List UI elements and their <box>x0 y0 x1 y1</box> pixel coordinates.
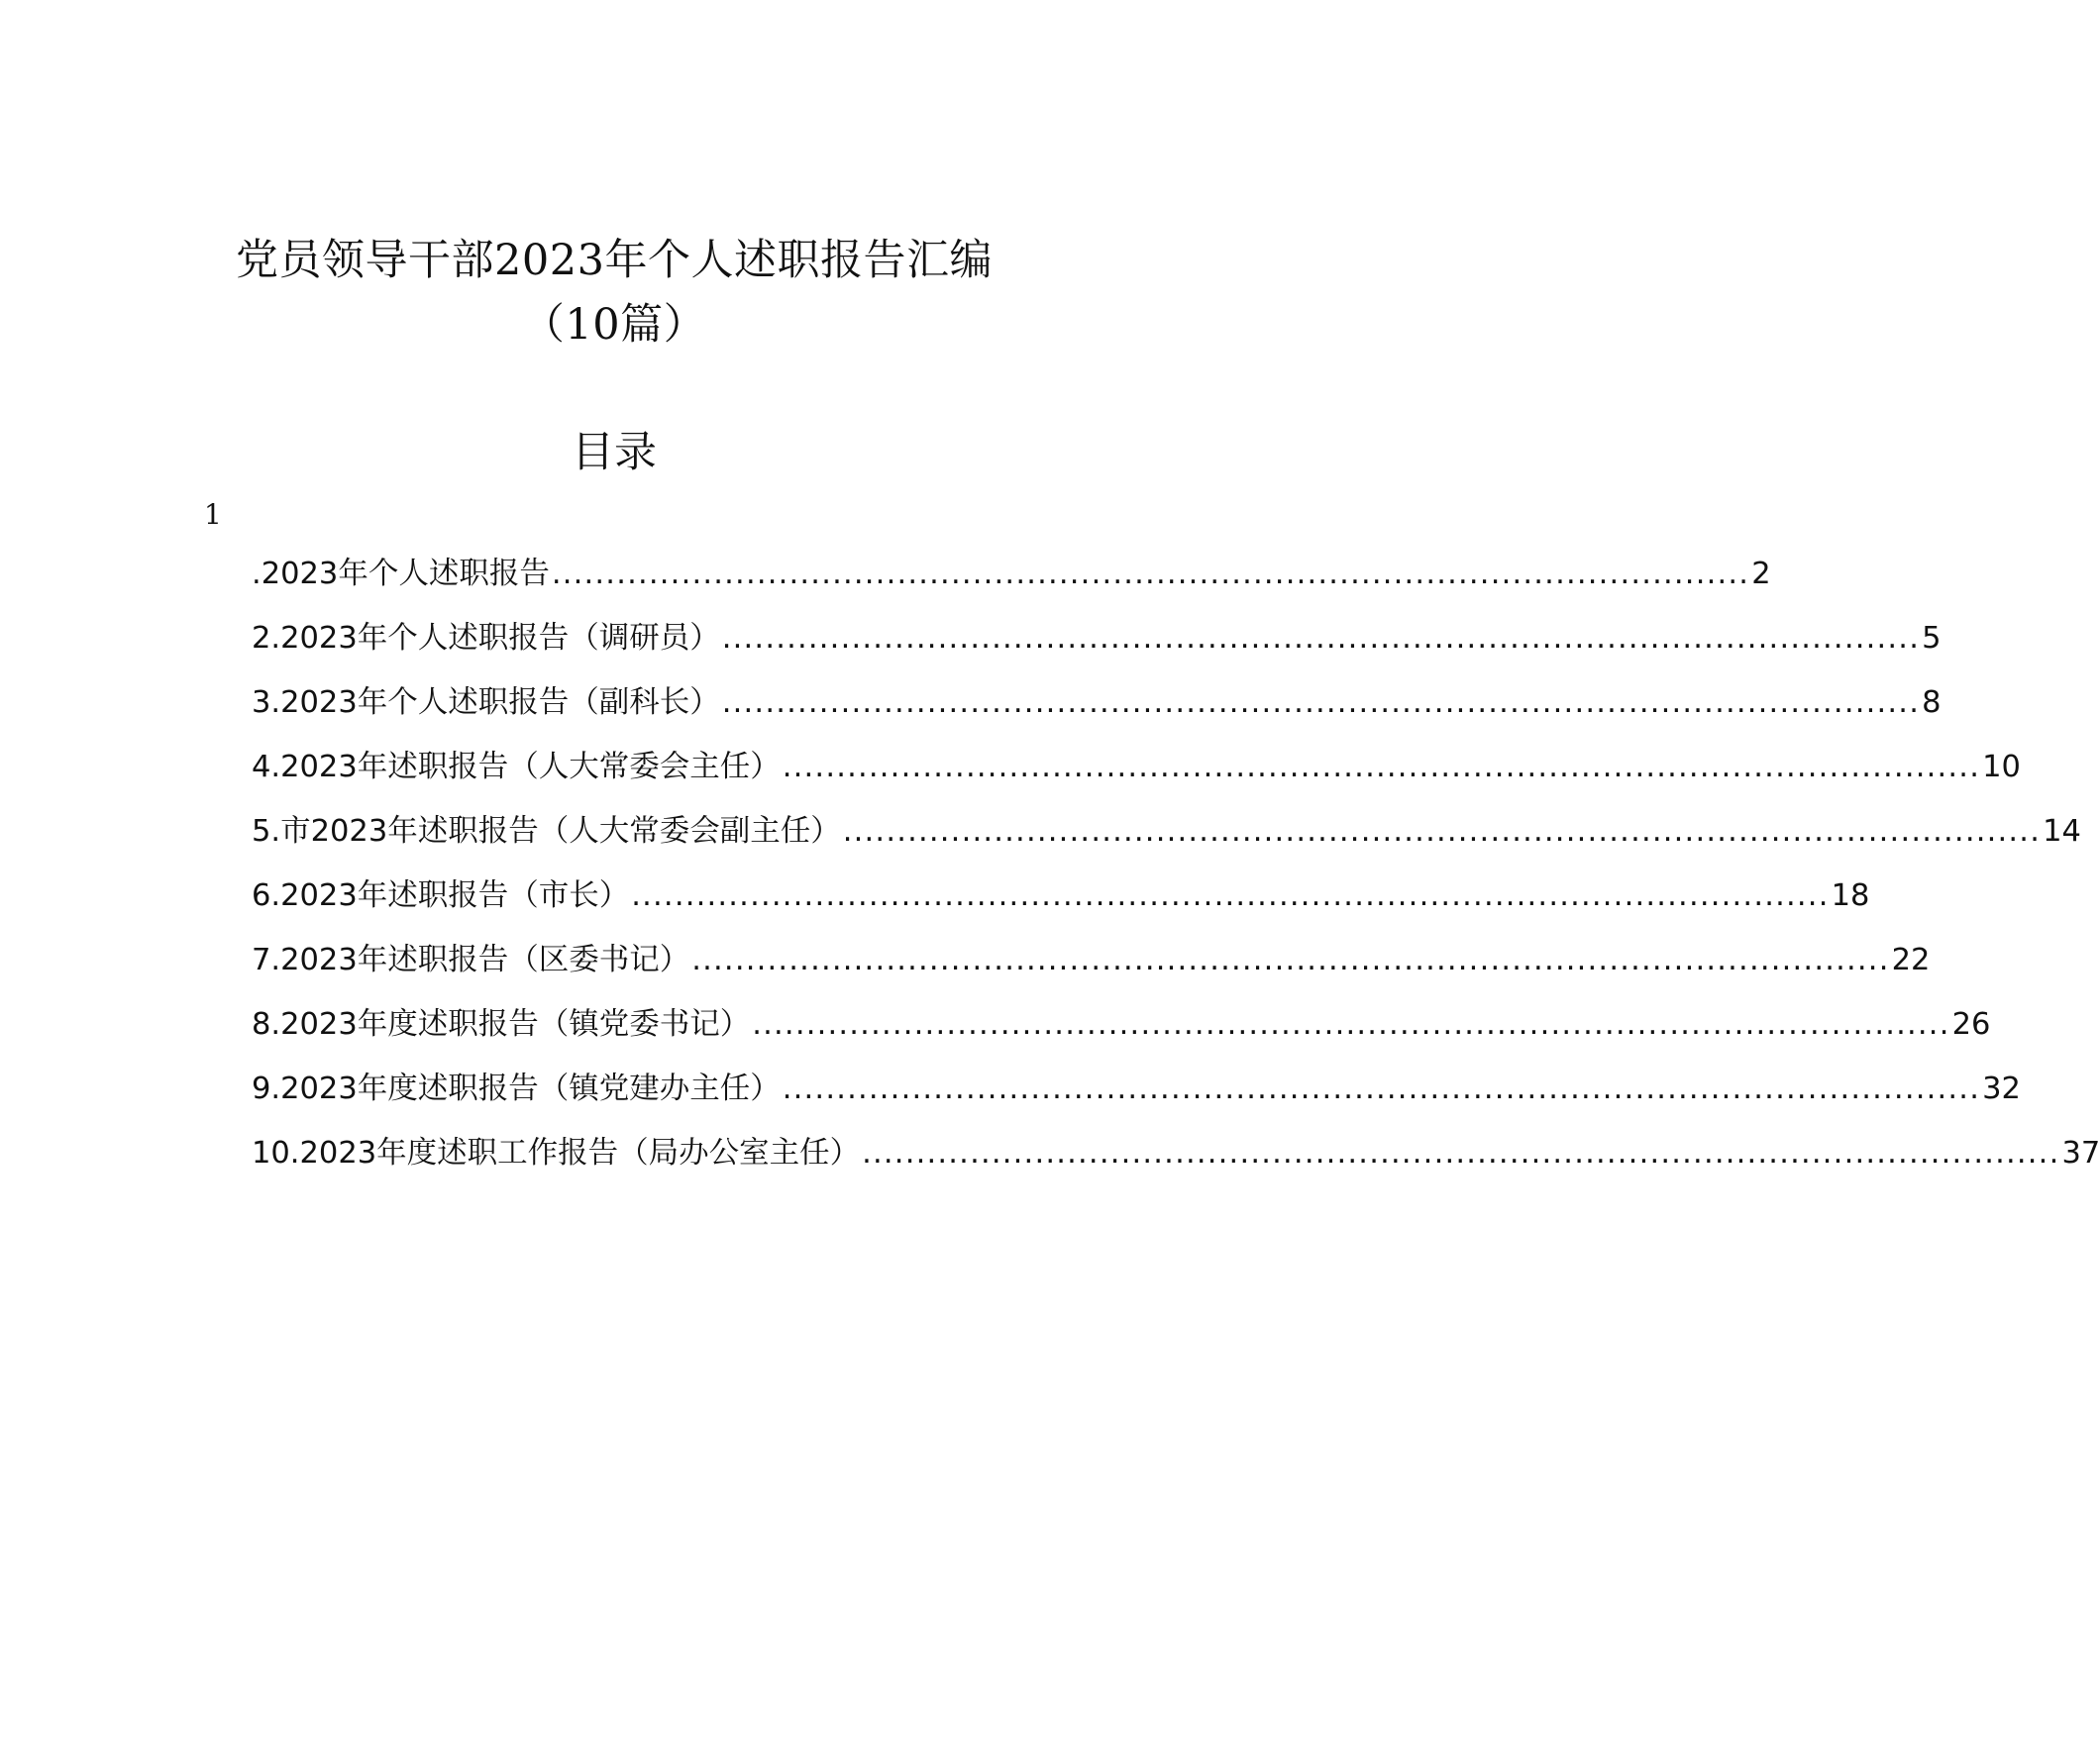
toc-entry[interactable] <box>252 941 1931 1005</box>
toc-entry[interactable] <box>252 812 2081 876</box>
toc-entry-label: 2.2023年个人述职报告（调研员） <box>252 621 720 656</box>
toc-entry[interactable] <box>252 876 1870 941</box>
toc-dot-leader: ............................................................................................................... <box>862 1136 2060 1171</box>
toc-entry[interactable] <box>252 1070 2021 1134</box>
toc-entry-page: 32 <box>1982 1072 2021 1106</box>
toc-entry-page: 8 <box>1922 685 1942 720</box>
subtitle-word: 篇 <box>620 300 664 350</box>
table-of-contents <box>252 555 2100 1198</box>
toc-entry-label: 8.2023年度述职报告（镇党委书记） <box>252 1007 751 1042</box>
toc-entry-label: 7.2023年述职报告（区委书记） <box>252 943 690 977</box>
toc-dot-leader: ............................................................................................................... <box>691 943 1890 977</box>
toc-dot-leader: ............................................................................................................... <box>721 621 1921 656</box>
toc-entry-page: 10 <box>1982 750 2021 784</box>
document-subtitle <box>0 295 1228 355</box>
toc-entry-label: 10.2023年度述职工作报告（局办公室主任） <box>252 1136 861 1171</box>
title-prefix: 党员领导干部 <box>236 236 495 285</box>
toc-entry-page: 22 <box>1891 943 1931 977</box>
toc-entry-label: 4.2023年述职报告（人大常委会主任） <box>252 750 781 784</box>
title-year: 2023 <box>494 236 605 285</box>
subtitle-open-paren: （ <box>521 300 566 350</box>
title-suffix: 年个人述职报告汇编 <box>604 236 993 285</box>
toc-entry-page: 2 <box>1751 557 1771 591</box>
toc-entry[interactable] <box>252 683 1942 748</box>
toc-entry[interactable] <box>252 555 1771 619</box>
toc-entry-page: 37 <box>2061 1136 2100 1171</box>
toc-dot-leader: ............................................................................................................... <box>842 814 2042 849</box>
toc-dot-leader: ............................................................................................................... <box>782 750 1981 784</box>
toc-entry[interactable] <box>252 748 2021 812</box>
subtitle-count: 10 <box>565 300 621 350</box>
stray-list-number: 1 <box>204 498 222 531</box>
toc-entry[interactable] <box>252 1134 2100 1198</box>
toc-dot-leader: ............................................................................................................... <box>752 1007 1950 1042</box>
subtitle-close-paren: ） <box>663 300 707 350</box>
toc-entry-page: 14 <box>2043 814 2081 849</box>
toc-entry-label: 3.2023年个人述职报告（副科长） <box>252 685 720 720</box>
toc-entry-page: 26 <box>1951 1007 1991 1042</box>
toc-heading: 目录 <box>572 428 657 477</box>
toc-entry-label: .2023年个人述职报告 <box>252 557 550 591</box>
toc-dot-leader: ............................................................................................................... <box>631 878 1830 913</box>
toc-entry[interactable] <box>252 619 1942 683</box>
toc-entry-label: 5.市2023年述职报告（人大常委会副主任） <box>252 814 841 849</box>
toc-dot-leader: ............................................................................................................... <box>721 685 1921 720</box>
toc-dot-leader: ............................................................................................................... <box>551 557 1750 591</box>
toc-entry[interactable] <box>252 1005 1991 1070</box>
toc-dot-leader: ............................................................................................................... <box>782 1072 1981 1106</box>
toc-entry-label: 6.2023年述职报告（市长） <box>252 878 630 913</box>
toc-entry-page: 5 <box>1922 621 1942 656</box>
toc-entry-page: 18 <box>1831 878 1870 913</box>
toc-entry-label: 9.2023年度述职报告（镇党建办主任） <box>252 1072 781 1106</box>
document-title <box>0 231 1228 290</box>
